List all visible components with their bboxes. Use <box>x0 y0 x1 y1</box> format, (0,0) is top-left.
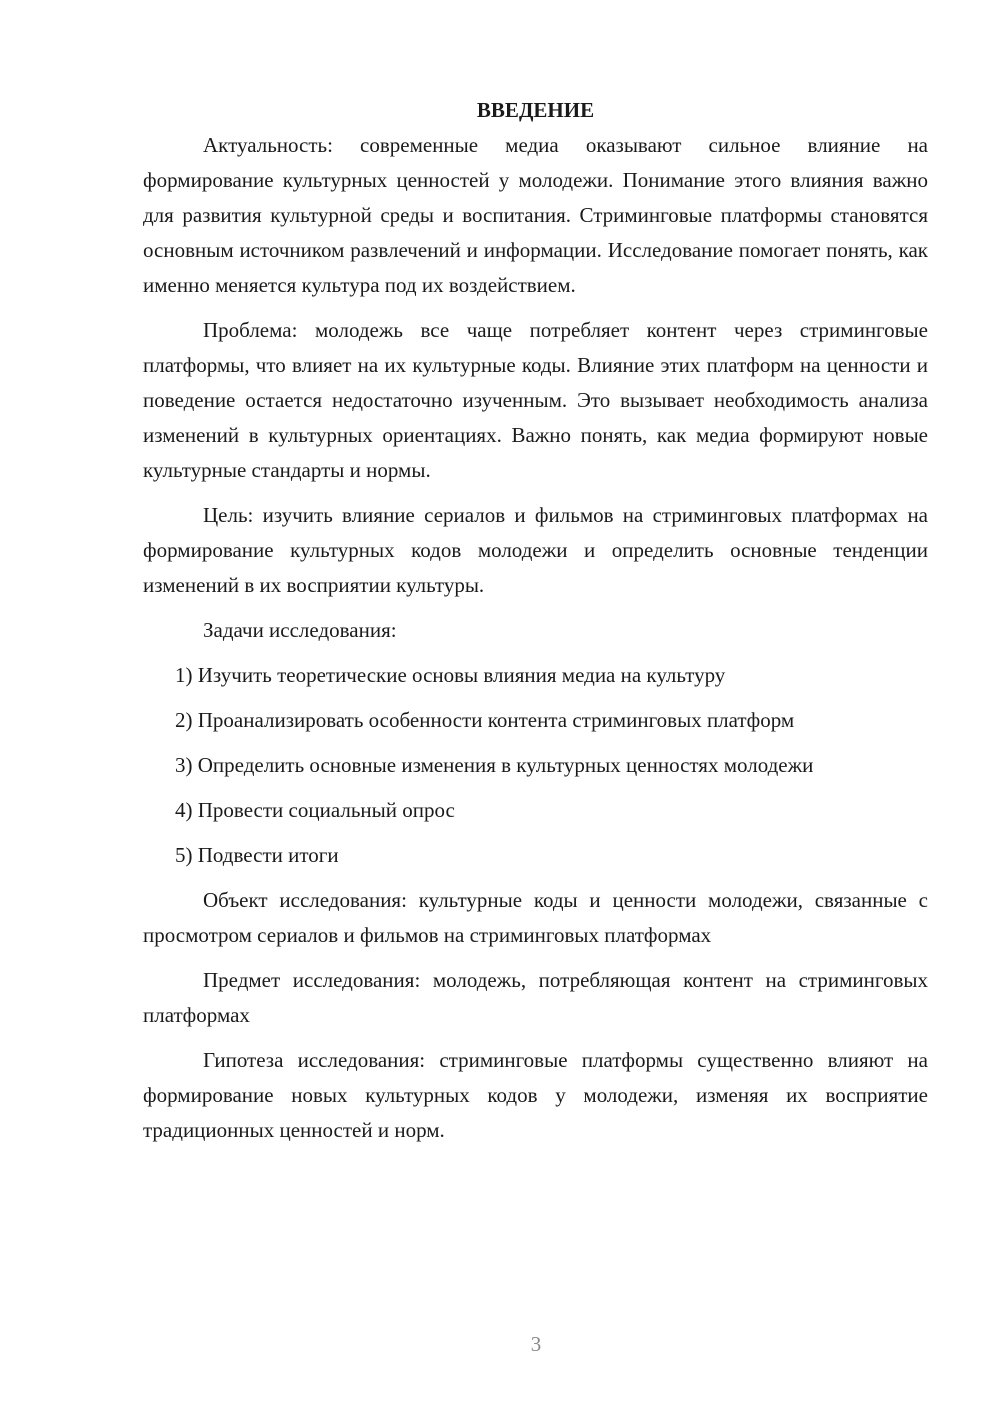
page-content <box>143 93 928 1148</box>
hypothesis-paragraph: Гипотеза исследования: стриминговые платформы существенно влияют на формирование новых культурных кодов у молодежи, изменяя их восприятие традиционных ценностей и норм. <box>143 1048 928 1142</box>
task-list <box>143 658 928 873</box>
task-item-3: 3) Определить основные изменения в культурных ценностях молодежи <box>175 753 814 777</box>
goal-paragraph: Цель: изучить влияние сериалов и фильмов на стриминговых платформах на формирование культурных кодов молодежи и определить основные тенденции изменений в их восприятии культуры. <box>143 503 928 597</box>
subject-paragraph: Предмет исследования: молодежь, потребляющая контент на стриминговых платформах <box>143 968 928 1027</box>
object-paragraph: Объект исследования: культурные коды и ценности молодежи, связанные с просмотром сериалов и фильмов на стриминговых платформах <box>143 888 928 947</box>
task-item-2: 2) Проанализировать особенности контента стриминговых платформ <box>175 708 795 732</box>
task-item-5: 5) Подвести итоги <box>175 843 339 867</box>
problem-paragraph: Проблема: молодежь все чаще потребляет контент через стриминговые платформы, что влияет на их культурные коды. Влияние этих платформ на ценности и поведение остается недостаточно изученным. Это вызывает необходимость анализа изменений в культурных ориентациях. Важно понять, как медиа формируют новые культурные стандарты и нормы. <box>143 318 928 482</box>
relevance-paragraph: Актуальность: современные медиа оказывают сильное влияние на формирование культурных ценностей у молодежи. Понимание этого влияния важно для развития культурной среды и воспитания. Стриминговые платформы становятся основным источником развлечений и информации. Исследование помогает понять, как именно меняется культура под их воздействием. <box>143 133 928 297</box>
page-number: 3 <box>530 1332 542 1356</box>
tasks-title: Задачи исследования: <box>203 618 397 642</box>
task-item-4: 4) Провести социальный опрос <box>175 798 455 822</box>
page-heading: ВВЕДЕНИЕ <box>476 98 595 122</box>
task-item-1: 1) Изучить теоретические основы влияния медиа на культуру <box>175 663 726 687</box>
